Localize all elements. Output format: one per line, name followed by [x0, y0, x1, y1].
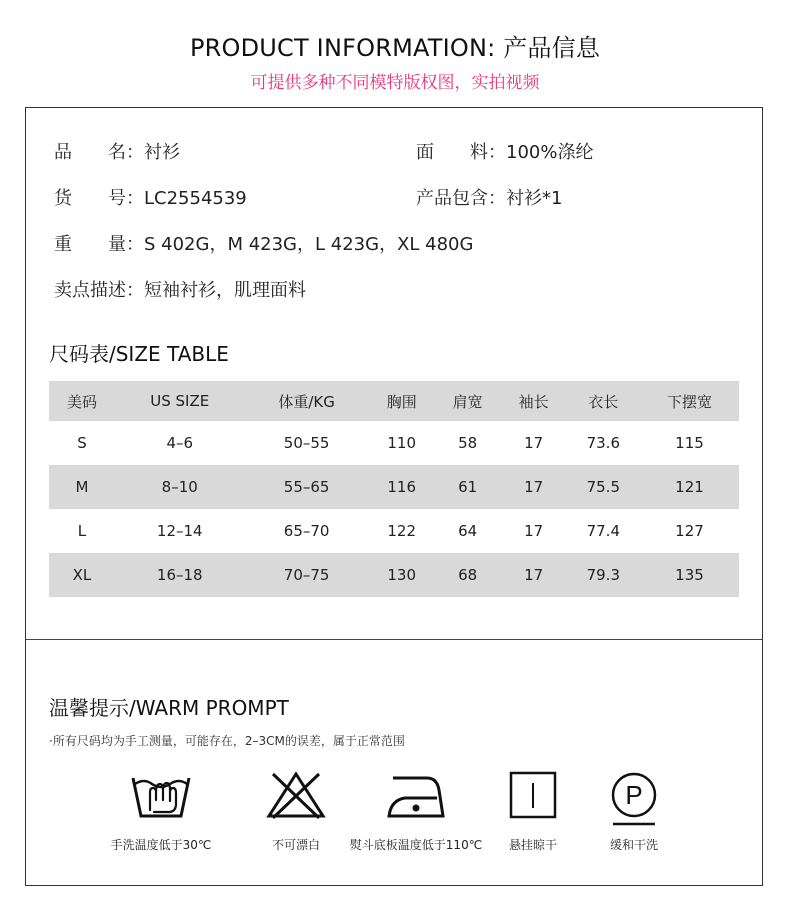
info-item-no-label: 货 号： [54, 188, 144, 209]
table-cell: 12–14 [156, 522, 203, 540]
info-name-label: 品 名： [54, 142, 144, 163]
info-weight-label: 重 量： [54, 234, 144, 255]
table-cell: 17 [501, 553, 567, 597]
info-selling-points [54, 276, 306, 302]
table-cell: 75.5 [567, 465, 640, 509]
info-material-value: 100%涤纶 [506, 142, 594, 163]
size-col-header: 肩宽 [435, 381, 501, 421]
care-label: 不可漂白 [271, 838, 320, 852]
table-cell: S [77, 434, 87, 452]
info-item-no-value: LC2554539 [144, 188, 247, 209]
table-row [49, 465, 739, 509]
info-material-label: 面 料： [416, 142, 506, 163]
table-cell: 16–18 [115, 553, 245, 597]
care-item-no-bleach [226, 770, 366, 853]
table-cell: 135 [640, 553, 739, 597]
care-label: 缓和干洗 [609, 838, 658, 852]
care-item-hand-wash [91, 770, 231, 853]
info-selling-points-value: 短袖衬衫，肌理面料 [144, 280, 306, 301]
care-label: 手洗温度低于30℃ [110, 838, 212, 852]
table-cell: 55–65 [245, 465, 369, 509]
info-package-value: 衬衫*1 [506, 188, 563, 209]
table-cell: 17 [501, 465, 567, 509]
warm-prompt-title: 温馨提示/WARM PROMPT [49, 696, 289, 720]
table-cell: 77.4 [586, 522, 620, 540]
table-cell: 79.3 [567, 553, 640, 597]
info-name [54, 138, 180, 164]
table-cell: 65–70 [283, 522, 330, 540]
table-cell: M [49, 465, 115, 509]
table-cell: 121 [640, 465, 739, 509]
size-table [49, 381, 739, 597]
table-cell: 17 [524, 434, 544, 452]
info-selling-points-label: 卖点描述： [54, 280, 144, 301]
size-col-header: 美码 [49, 381, 115, 421]
table-cell: 70–75 [245, 553, 369, 597]
info-package [416, 184, 562, 210]
measurement-note: ·所有尺码均为手工测量，可能存在，2–3CM的误差，属于正常范围 [49, 734, 405, 748]
size-table-header [49, 381, 739, 421]
table-cell: 61 [435, 465, 501, 509]
info-weight [54, 230, 473, 256]
hand-wash-icon [91, 770, 231, 820]
table-cell: 17 [524, 522, 544, 540]
table-cell: 8–10 [115, 465, 245, 509]
size-col-header: US SIZE [115, 381, 245, 421]
table-cell: XL [49, 553, 115, 597]
table-row [49, 509, 739, 553]
table-cell: 64 [458, 522, 478, 540]
product-info-panel [25, 107, 763, 886]
table-cell: 68 [435, 553, 501, 597]
table-row [49, 553, 739, 597]
care-label: 熨斗底板温度低于110℃ [349, 838, 483, 852]
info-weight-value: S 402G，M 423G，L 423G，XL 480G [144, 234, 474, 255]
table-cell: 4–6 [166, 434, 194, 452]
table-cell: 50–55 [283, 434, 330, 452]
info-material [416, 138, 593, 164]
table-cell: 115 [675, 434, 704, 452]
table-cell: 130 [369, 553, 435, 597]
info-item-no [54, 184, 247, 210]
info-name-value: 衬衫 [144, 142, 180, 163]
table-cell: 58 [458, 434, 478, 452]
table-cell: 127 [675, 522, 704, 540]
page-title: PRODUCT INFORMATION: 产品信息 [189, 34, 601, 62]
section-divider [26, 639, 762, 640]
table-row [49, 421, 739, 465]
gentle-dry-clean-icon [564, 770, 704, 828]
size-col-header: 胸围 [369, 381, 435, 421]
table-cell: L [77, 522, 87, 540]
table-cell: 122 [387, 522, 417, 540]
size-col-header: 衣长 [567, 381, 640, 421]
size-table-title: 尺码表/SIZE TABLE [49, 342, 229, 366]
svg-text:P: P [625, 780, 643, 810]
table-cell: 110 [387, 434, 417, 452]
size-col-header: 下摆宽 [640, 381, 739, 421]
table-cell: 116 [369, 465, 435, 509]
page-subtitle: 可提供多种不同模特版权图，实拍视频 [250, 73, 540, 93]
care-item-dry-clean [564, 770, 704, 853]
table-cell: 73.6 [586, 434, 620, 452]
info-package-label: 产品包含： [416, 188, 506, 209]
care-label: 悬挂晾干 [508, 838, 557, 852]
size-col-header: 体重/KG [245, 381, 369, 421]
no-bleach-icon [226, 770, 366, 820]
size-col-header: 袖长 [501, 381, 567, 421]
